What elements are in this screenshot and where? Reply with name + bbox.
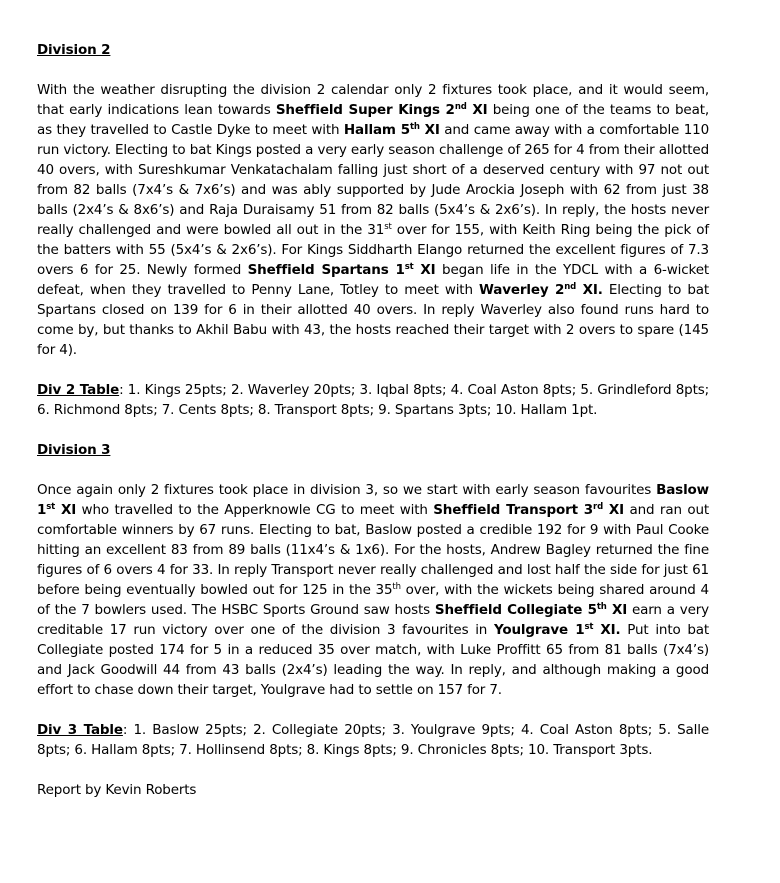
text-run: With the weather disrupting the division 2 calendar only 2 fixtures took place, and it would seem, that early indications lean towards <box>37 82 709 118</box>
text-run: and ran out comfortable winners by 67 runs. Electing to bat, Baslow posted a credible 192 for 9 with Paul Cooke hitting an excellent 83 from 89 balls (11x4’s & 1x6). For the hosts, Andrew Bagley returned the fine figures of 6 overs 4 for 33. In reply Transport never really challenged and lost half the side for just 61 before being eventually bowled out for 125 in the 35 <box>37 502 709 598</box>
text-run: over for 155, with Keith Ring being the pick of the batters with 55 (5x4’s & 2x6’s). For Kings Siddharth Elango returned the excellent figures of 7.3 overs 6 for 25. Newly formed <box>37 222 709 278</box>
text-run: earn a very creditable 17 run victory over one of the division 3 favourites in <box>37 602 709 638</box>
team-name: Sheffield Super Kings 2nd XI <box>275 102 488 118</box>
team-name: Hallam 5th XI <box>343 122 440 138</box>
text-run: began life in the YDCL with a 6-wicket defeat, when they travelled to Penny Lane, Totley to meet with <box>37 262 710 298</box>
text-run: Once again only 2 fixtures took place in division 3, so we start with early season favourites <box>37 482 657 498</box>
report-author: Report by Kevin Roberts <box>37 782 197 798</box>
division-2-table <box>37 380 709 420</box>
div-2-table-label: Div 2 Table <box>37 382 120 398</box>
text-run: over, with the wickets being shared around 4 of the 7 bowlers used. The HSBC Sports Ground saw hosts <box>37 582 709 618</box>
team-name: Baslow 1st XI <box>37 482 709 518</box>
team-name: Sheffield Spartans 1st XI <box>247 262 436 278</box>
division-3-report <box>37 480 709 700</box>
text-run: Electing to bat Spartans closed on 139 for 6 in their allotted 40 overs. In reply Waverley also found runs hard to come by, but thanks to Akhil Babu with 43, the hosts reached their target with 2 overs to spare (145 for 4). <box>37 282 709 358</box>
team-name: Youlgrave 1st XI. <box>493 622 621 638</box>
text-run: who travelled to the Apperknowle CG to meet with <box>76 502 434 518</box>
div-3-table-standings: : 1. Baslow 25pts; 2. Collegiate 20pts; 3. Youlgrave 9pts; 4. Coal Aston 8pts; 5. Salle 8pts; 6. Hallam 8pts; 7. Hollinsend 8pts; 8. Kings 8pts; 9. Chronicles 8pts; 10. Transport 3pts. <box>37 722 709 758</box>
team-name: Sheffield Collegiate 5th XI <box>434 602 628 618</box>
division-3-table <box>37 720 709 760</box>
div-3-table-label: Div 3 Table <box>37 722 123 738</box>
division-2-heading: Division 2 <box>37 42 111 58</box>
team-name: Waverley 2nd XI. <box>478 282 603 298</box>
division-2-report <box>37 80 709 360</box>
div-2-table-standings: : 1. Kings 25pts; 2. Waverley 20pts; 3. Iqbal 8pts; 4. Coal Aston 8pts; 5. Grindleford 8pts; 6. Richmond 8pts; 7. Cents 8pts; 8. Transport 8pts; 9. Spartans 3pts; 10. Hallam 1pt. <box>37 382 709 418</box>
team-name: Sheffield Transport 3rd XI <box>433 502 625 518</box>
ordinal-suffix: st <box>384 222 392 232</box>
text-run: being one of the teams to beat, as they travelled to Castle Dyke to meet with <box>37 102 709 138</box>
text-run: and came away with a comfortable 110 run victory. Electing to bat Kings posted a very early season challenge of 265 for 4 from their allotted 40 overs, with Sureshkumar Venkatachalam falling just short of a deserved century with 97 not out from 82 balls (7x4’s & 7x6’s) and was ably supported by Jude Arockia Joseph with 62 from just 38 balls (2x4’s & 8x6’s) and Raja Duraisamy 51 from 82 balls (5x4’s & 2x6’s). In reply, the hosts never really challenged and were bowled all out in the 31 <box>37 122 710 238</box>
division-3-heading: Division 3 <box>37 442 111 458</box>
ordinal-suffix: th <box>392 582 401 592</box>
text-run: Put into bat Collegiate posted 174 for 5 in a reduced 35 over match, with Luke Proffitt 65 from 81 balls (7x4’s) and Jack Goodwill 44 from 43 balls (2x4’s) leading the way. In reply, and although making a good effort to chase down their target, Youlgrave had to settle on 157 for 7. <box>37 622 710 698</box>
